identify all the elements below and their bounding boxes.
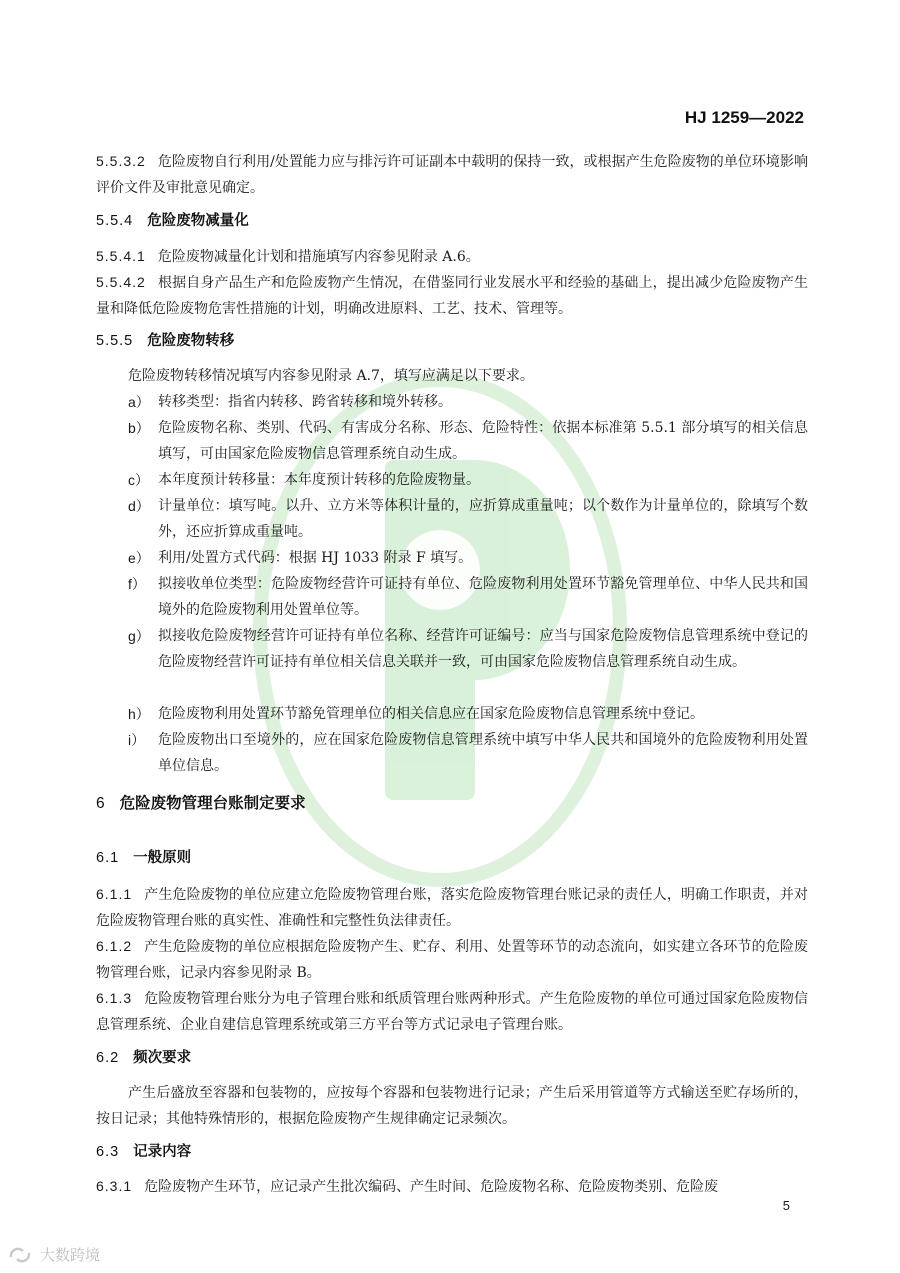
- clause-number: 5.5.4.2: [96, 274, 146, 290]
- clause-number: 5.5.4.1: [96, 248, 146, 264]
- clause-5-5-4-1: [96, 243, 808, 270]
- heading-6-3: [96, 1139, 191, 1165]
- clause-text: 危险废物产生环节，应记录产生批次编码、产生时间、危险废物名称、危险废物类别、危险废: [144, 1179, 719, 1195]
- list-item: [128, 467, 808, 493]
- footer-brand: [8, 1244, 100, 1265]
- list-text: 本年度预计转移量：本年度预计转移的危险废物量。: [158, 472, 480, 488]
- heading-number: 5.5.5: [96, 333, 134, 349]
- list-text: 拟接收单位类型：危险废物经营许可证持有单位、危险废物利用处置环节豁免管理单位、中华人民共和国境外的危险废物利用处置单位等。: [158, 576, 808, 618]
- list-text: 利用/处置方式代码：根据 HJ 1033 附录 F 填写。: [158, 550, 473, 566]
- standard-code-header: HJ 1259—2022: [684, 108, 804, 127]
- list-marker: c）: [128, 472, 149, 488]
- list-marker: e）: [128, 550, 150, 566]
- brand-logo-icon: [8, 1245, 34, 1265]
- list-item: [128, 701, 808, 727]
- heading-title: 频次要求: [133, 1049, 192, 1066]
- clause-number: 5.5.3.2: [96, 153, 146, 169]
- frequency-requirement-text: 产生后盛放至容器和包装物的，应按每个容器和包装物进行记录；产生后采用管道等方式输送至贮存场所的，按日记录；其他特殊情形的，根据危险废物产生规律确定记录频次。: [96, 1085, 808, 1127]
- clause-5-5-3-2: [96, 148, 808, 201]
- list-item: [128, 571, 808, 623]
- clause-text: 产生危险废物的单位应建立危险废物管理台账，落实危险废物管理台账记录的责任人，明确工作职责，并对危险废物管理台账的真实性、准确性和完整性负法律责任。: [96, 887, 808, 929]
- list-item: [128, 623, 808, 675]
- heading-number: 6: [96, 795, 106, 812]
- heading-title: 危险废物减量化: [147, 212, 249, 229]
- clause-6-3-1: [96, 1173, 808, 1200]
- heading-number: 5.5.4: [96, 213, 134, 229]
- clause-text: 危险废物管理台账分为电子管理台账和纸质管理台账两种形式。产生危险废物的单位可通过国家危险废物信息管理系统、企业自建信息管理系统或第三方平台等方式记录电子管理台账。: [96, 991, 808, 1033]
- list-marker: f）: [128, 576, 146, 592]
- clause-number: 6.3.1: [96, 1178, 133, 1194]
- list-text: 转移类型：指省内转移、跨省转移和境外转移。: [158, 394, 452, 410]
- page-number: 5: [782, 1198, 790, 1213]
- brand-name: 大数跨境: [40, 1246, 101, 1264]
- clause-number: 6.1.1: [96, 886, 133, 902]
- heading-6-1: [96, 845, 191, 871]
- list-marker: i）: [128, 732, 146, 748]
- clause-text: 危险废物减量化计划和措施填写内容参见附录 A.6。: [157, 249, 480, 265]
- heading-title: 一般原则: [133, 849, 192, 866]
- list-marker: d）: [128, 498, 150, 514]
- list-marker: b）: [128, 420, 150, 436]
- heading-title: 危险废物管理台账制定要求: [119, 793, 306, 812]
- clause-number: 6.1.3: [96, 990, 133, 1006]
- list-text: 危险废物名称、类别、代码、有害成分名称、形态、危险特性：依据本标准第 5.5.1 部分填写的相关信息填写，可由国家危险废物信息管理系统自动生成。: [158, 420, 808, 462]
- heading-5-5-4: [96, 208, 249, 234]
- list-text: 计量单位：填写吨。以升、立方米等体积计量的，应折算成重量吨；以个数作为计量单位的，除填写个数外，还应折算成重量吨。: [158, 498, 808, 540]
- list-item: [128, 727, 808, 779]
- list-item: [128, 493, 808, 545]
- list-marker: h）: [128, 706, 150, 722]
- list-text: 危险废物利用处置环节豁免管理单位的相关信息应在国家危险废物信息管理系统中登记。: [158, 706, 704, 722]
- list-text: 拟接收危险废物经营许可证持有单位名称、经营许可证编号：应当与国家危险废物信息管理系统中登记的危险废物经营许可证持有单位相关信息关联并一致，可由国家危险废物信息管理系统自动生成。: [158, 628, 808, 670]
- clause-5-5-4-2: [96, 269, 808, 322]
- transfer-intro: 危险废物转移情况填写内容参见附录 A.7，填写应满足以下要求。: [128, 368, 534, 384]
- list-marker: a）: [128, 394, 150, 410]
- heading-number: 6.1: [96, 850, 120, 866]
- heading-5-5-5: [96, 328, 234, 354]
- clause-text: 根据自身产品生产和危险废物产生情况，在借鉴同行业发展水平和经验的基础上，提出减少危险废物产生量和降低危险废物危害性措施的计划，明确改进原料、工艺、技术、管理等。: [96, 275, 808, 317]
- clause-text: 产生危险废物的单位应根据危险废物产生、贮存、利用、处置等环节的动态流向，如实建立各环节的危险废物管理台账，记录内容参见附录 B。: [96, 939, 808, 981]
- heading-6-2: [96, 1045, 191, 1071]
- list-item: [128, 415, 808, 467]
- heading-6: [96, 790, 306, 817]
- list-text: 危险废物出口至境外的，应在国家危险废物信息管理系统中填写中华人民共和国境外的危险废物利用处置单位信息。: [158, 732, 808, 774]
- heading-title: 记录内容: [133, 1143, 192, 1160]
- list-item: [128, 389, 808, 415]
- clause-6-1-1: [96, 881, 808, 934]
- clause-text: 危险废物自行利用/处置能力应与排污许可证副本中载明的保持一致，或根据产生危险废物的单位环境影响评价文件及审批意见确定。: [96, 154, 808, 196]
- heading-title: 危险废物转移: [147, 332, 235, 349]
- list-item: [128, 545, 808, 571]
- clause-6-1-3: [96, 985, 808, 1038]
- list-marker: g）: [128, 628, 150, 644]
- clause-number: 6.1.2: [96, 938, 133, 954]
- heading-number: 6.3: [96, 1144, 120, 1160]
- clause-6-1-2: [96, 933, 808, 986]
- heading-number: 6.2: [96, 1050, 120, 1066]
